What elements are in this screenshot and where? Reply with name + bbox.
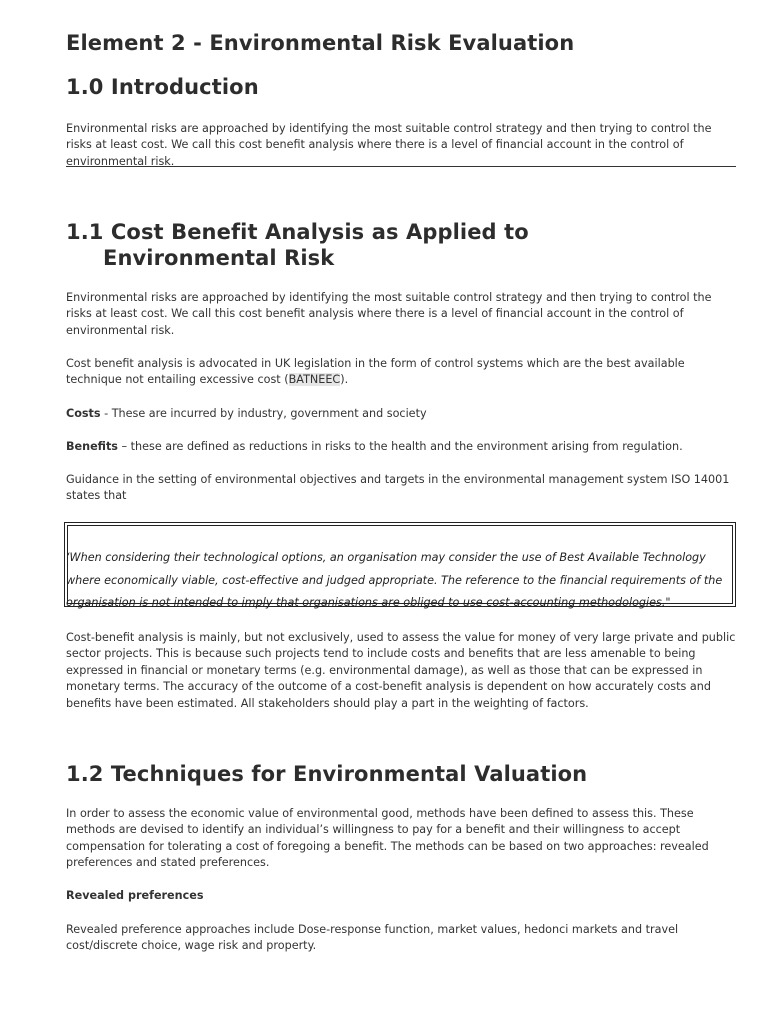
section-1-1-heading-line1: 1.1 Cost Benefit Analysis as Applied to xyxy=(66,220,529,244)
batneec-term: BATNEEC xyxy=(288,373,341,387)
section-1-2-heading: 1.2 Techniques for Environmental Valuation xyxy=(66,762,588,786)
section-divider xyxy=(66,166,736,167)
intro-paragraph: Environmental risks are approached by identifying the most suitable control strategy and then trying to control the risks at least cost. We call this cost benefit analysis where there is a level of financial account in the control of environmental risk. xyxy=(66,122,712,168)
batneec-paragraph-text: Cost benefit analysis is advocated in UK legislation in the form of control systems which are the best available technique not entailing excessive cost ( xyxy=(66,357,685,387)
section-1-1-heading-line2: Environmental Risk xyxy=(103,246,335,270)
cost-benefit-paragraph: Cost-benefit analysis is mainly, but not exclusively, used to assess the value for money of very large private and public sector projects. This is because such projects tend to include costs and benefits that are less amenable to being expressed in financial or monetary terms (e.g. environmental damage), as well as those that can be expressed in monetary terms. The accuracy of the outcome of a cost-benefit analysis is dependent on how accurately costs and benefits have been estimated. All stakeholders should play a part in the weighting of factors. xyxy=(66,631,736,710)
section-1-1-heading xyxy=(66,219,529,271)
guidance-paragraph: Guidance in the setting of environmental objectives and targets in the environmental management system ISO 14001 states that xyxy=(66,473,730,503)
iso-quote-text: ‘When considering their technological options, an organisation may consider the use of Best Available Technology where economically viable, cost-effective and judged appropriate. The reference to the financial requirements of the organisation is not intended to imply that organisations are obliged to use cost-accounting methodologies." xyxy=(66,551,723,610)
batneec-paragraph-end: ). xyxy=(340,373,349,387)
section-1-1-paragraph-1: Environmental risks are approached by identifying the most suitable control strategy and then trying to control the risks at least cost. We call this cost benefit analysis where there is a level of financial account in the control of environmental risk. xyxy=(66,291,712,337)
section-1-2-paragraph-2: Revealed preference approaches include Dose-response function, market values, hedonci markets and travel cost/discrete choice, wage risk and property. xyxy=(66,923,679,953)
costs-paragraph xyxy=(66,406,738,422)
section-1-2-paragraph-1: In order to assess the economic value of environmental good, methods have been defined to assess this. These methods are devised to identify an individual’s willingness to pay for a benefit and their willingness to accept compensation for tolerating a cost of foregoing a benefit. The methods can be based on two approaches: revealed preferences and stated preferences. xyxy=(66,807,709,870)
revealed-preferences-label: Revealed preferences xyxy=(66,889,204,902)
benefits-text: – these are defined as reductions in risks to the health and the environment arising from regulation. xyxy=(117,440,683,453)
costs-text: - These are incurred by industry, government and society xyxy=(100,407,427,420)
element-title: Element 2 - Environmental Risk Evaluation xyxy=(66,31,575,55)
benefits-label: Benefits xyxy=(66,440,118,453)
batneec-paragraph xyxy=(66,356,738,389)
benefits-paragraph xyxy=(66,439,738,455)
iso-quote-box xyxy=(64,522,736,610)
costs-label: Costs xyxy=(66,407,101,420)
revealed-preferences-subheading xyxy=(66,888,738,904)
intro-heading: 1.0 Introduction xyxy=(66,75,259,99)
